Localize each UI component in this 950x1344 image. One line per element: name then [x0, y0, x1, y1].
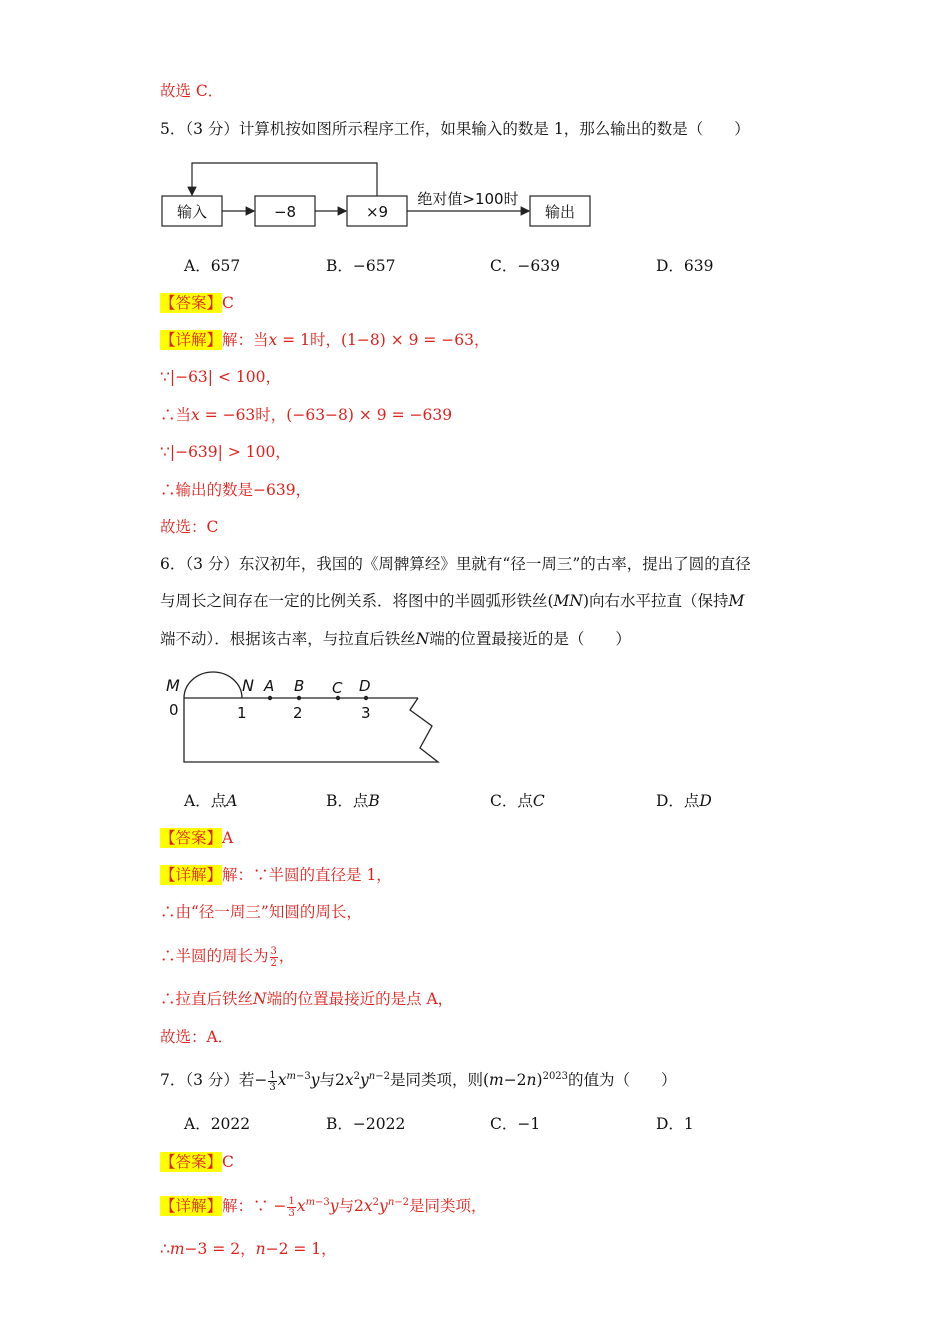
q7-exp3: 𝑛−2 [368, 1071, 390, 1082]
q6-question-line-1: 6．（3 分）东汉初年，我国的《周髀算经》里就有“径一周三”的古率，提出了圆的直径 [160, 555, 751, 573]
q5-option-c: C．−639 [490, 257, 560, 275]
q6-figure [160, 670, 450, 770]
tick-2: 2 [293, 704, 303, 722]
q6-option-d: D．点𝐷 [656, 792, 712, 810]
q7-mid3: 是同类项，则(𝑚−2𝑛) [389, 1071, 543, 1089]
q6-conclusion: 故选：A． [160, 1028, 234, 1046]
q7-answer-tag: 【答案】 [160, 1153, 223, 1171]
tick-3: 3 [361, 704, 371, 722]
label-b: B [294, 677, 305, 695]
q7-mid2: 𝑦 [360, 1071, 369, 1089]
q6-detail-3-post: ， [278, 947, 295, 965]
q6-detail-3 [160, 945, 294, 969]
q6-detail-4: ∴拉直后铁丝𝑁端的位置最接近的是点 A， [160, 990, 454, 1008]
one-third-fraction [287, 1196, 295, 1219]
fraction-denominator: 2 [270, 957, 277, 969]
q7-detail-exp2: 2 [372, 1197, 380, 1208]
q7-answer-line [160, 1151, 234, 1173]
q7-x1: 𝑥 [277, 1071, 287, 1089]
q7-detail-mid1: 𝑦与2𝑥 [329, 1197, 373, 1215]
q5-detail-4: ∵|−639| > 100， [160, 443, 291, 461]
q7-exp1: 𝑚−3 [286, 1071, 311, 1082]
q5-detail-2: ∵|−63| < 100， [160, 368, 281, 386]
q5-answer: C [222, 294, 234, 312]
q7-detail-exp1: 𝑚−3 [305, 1197, 330, 1208]
q5-option-a: A．657 [184, 257, 241, 275]
fraction-numerator: 3 [270, 945, 277, 957]
fraction-denominator: 3 [269, 1081, 276, 1093]
q7-detail-line-1 [160, 1195, 487, 1219]
q7-option-b: B．−2022 [326, 1115, 406, 1133]
q7-mid1: 𝑦与2𝑥 [310, 1071, 354, 1089]
q5-answer-tag: 【答案】 [160, 294, 223, 312]
q5-detail-tag: 【详解】 [160, 331, 223, 349]
q7-option-a: A．2022 [184, 1115, 251, 1133]
q7-detail-mid2: 𝑦 [379, 1197, 388, 1215]
q7-detail-pre: 解：∵ − [222, 1197, 287, 1215]
q6-detail-1: 解：∵半圆的直径是 1， [222, 866, 392, 884]
q7-detail-x1: 𝑥 [296, 1197, 306, 1215]
fraction-numerator: 1 [269, 1069, 276, 1081]
point-a-dot [268, 696, 272, 700]
label-d: D [359, 677, 371, 695]
q7-exp2: 2 [353, 1071, 360, 1082]
q5-detail-line-1 [160, 329, 490, 351]
q5-flowchart [150, 155, 600, 235]
label-c: C [332, 679, 343, 697]
q6-detail-3-pre: ∴半圆的周长为 [160, 947, 269, 965]
label-n: N [242, 676, 254, 695]
fraction-denominator: 3 [288, 1207, 295, 1219]
q5-conclusion: 故选：C [160, 518, 219, 536]
q7-suffix: 的值为（ ） [568, 1071, 677, 1089]
q7-detail-tag: 【详解】 [160, 1197, 223, 1215]
semicircle-wire [184, 672, 242, 698]
flow-minus8-label: −8 [273, 203, 297, 221]
q6-answer: A [222, 829, 234, 847]
q7-option-d: D．1 [656, 1115, 694, 1133]
q5-detail-5: ∴输出的数是−639， [160, 481, 312, 499]
point-b-dot [297, 696, 301, 700]
q5-answer-line [160, 292, 234, 314]
q6-detail-line-1 [160, 864, 392, 886]
tick-1: 1 [237, 704, 247, 722]
q7-answer: C [222, 1153, 234, 1171]
label-m: M [166, 676, 180, 695]
q6-detail-tag: 【详解】 [160, 866, 223, 884]
q6-answer-line [160, 827, 233, 849]
q5-option-b: B．−657 [326, 257, 396, 275]
fraction-numerator: 1 [288, 1195, 295, 1207]
q7-detail-suffix: 是同类项， [409, 1197, 487, 1215]
q6-question-line-2: 与周长之间存在一定的比例关系．将图中的半圆弧形铁丝(𝑀𝑁)向右水平拉直（保持𝑀 [160, 592, 745, 610]
flow-input-label: 输入 [176, 203, 208, 221]
figure-frame [184, 698, 438, 762]
q6-detail-2: ∴由“径一周三”知圆的周长， [160, 903, 362, 921]
tick-0: 0 [169, 701, 179, 719]
q5-detail-1: 解：当𝑥 = 1时，(1−8) × 9 = −63， [222, 331, 490, 349]
q6-answer-tag: 【答案】 [160, 829, 223, 847]
q5-detail-3: ∴当𝑥 = −63时，(−63−8) × 9 = −639 [160, 406, 453, 424]
point-d-dot [364, 696, 368, 700]
q7-detail-1 [222, 1195, 487, 1219]
q7-detail-exp3: 𝑛−2 [387, 1197, 409, 1208]
three-halves-fraction [270, 946, 278, 969]
one-third-fraction [268, 1070, 276, 1093]
q6-option-b: B．点𝐵 [326, 792, 380, 810]
q6-option-c: C．点𝐶 [490, 792, 545, 810]
q7-prefix: 7．（3 分）若− [160, 1071, 268, 1089]
label-a: A [264, 677, 275, 695]
q6-option-a: A．点𝐴 [184, 792, 238, 810]
flow-output-label: 输出 [544, 203, 576, 221]
q7-question [160, 1069, 677, 1093]
q4-conclusion: 故选 C． [160, 82, 224, 100]
q5-option-d: D．639 [656, 257, 714, 275]
q7-detail-2: ∴𝑚−3 = 2，𝑛−2 = 1， [160, 1240, 337, 1258]
q5-question: 5．（3 分）计算机按如图所示程序工作，如果输入的数是 1，那么输出的数是（ ） [160, 120, 750, 138]
q6-question-line-3: 端不动）．根据该古率，与拉直后铁丝𝑁端的位置最接近的是（ ） [160, 630, 631, 648]
flow-loop-arrow [192, 163, 377, 196]
q7-exp4: 2023 [542, 1071, 569, 1082]
flow-times9-label: ×9 [365, 203, 389, 221]
flow-condition-label: 绝对值>100时 [417, 190, 519, 208]
q7-option-c: C．−1 [490, 1115, 541, 1133]
